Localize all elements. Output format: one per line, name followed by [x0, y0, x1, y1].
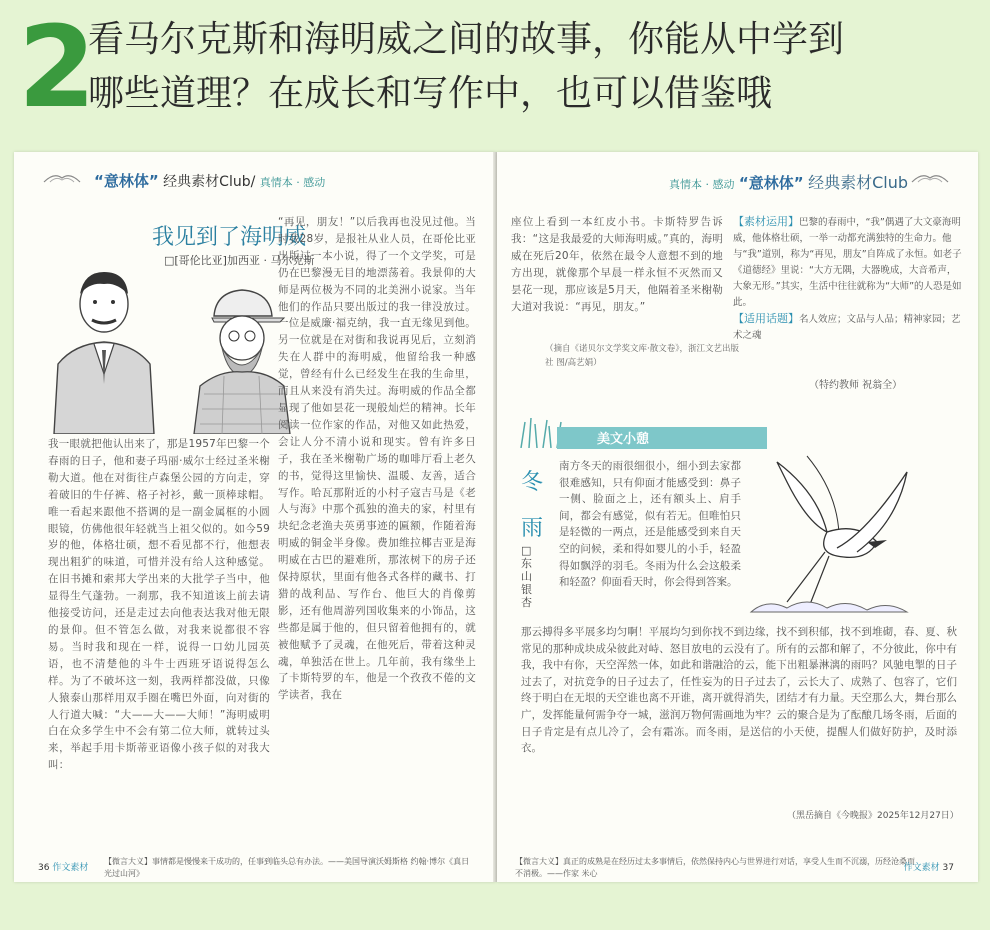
page-header-left: [94, 170, 325, 191]
magazine-name: 作文素材: [903, 863, 940, 873]
section-band: [557, 427, 767, 449]
page-number: 36: [38, 863, 50, 873]
article-column-1: 我一眼就把他认出来了，那是1957年巴黎一个春雨的日子，他和妻子玛丽·威尔士经过圣米榭勒大道。他在对街往卢森堡公园的方向走，穿着破旧的牛仔裤、格子衬衫，戴一顶棒球帽。唯一看起来跟他不搭调的是一副金属框的小圆眼镜，仿佛他很年轻就当上祖父似的。如今59岁的他，体格壮硕，想不看见都不行，他想表现出粗犷的味道，可惜并没有给人这种感觉。在旧书摊和索邦大学出来的大批学子当中，他显得生气蓬勃。一刹那，我不知道该上前去请他接受访问，还是走过去向他表达我对他无限的景仰。但不管怎么做，对我来说都很不容易。当时我和现在一样，说得一口幼儿园英语，也不清楚他的斗牛士西班牙语说得怎么样。为了不破坏这一刻，我两样都没做，只像人猿泰山那样用双手圈在嘴巴外面，向对街的人行道大喊：“大——大——大师！”海明威明白在众多学生中不会有第二位大师，就转过头来，举起手用卡斯蒂亚语像小孩子似的对我大叫：: [48, 438, 270, 772]
headline-line-1: 看马尔克斯和海明威之间的故事，你能从中学到: [88, 19, 845, 60]
article-source: （摘自《诺贝尔文学奖文库·散文卷》，浙江文艺出版社 图/高艺娟）: [545, 344, 739, 368]
article-title: 我见到了海明威: [152, 225, 307, 250]
header-tag: 真情本 · 感动: [259, 176, 326, 189]
page-number-left: [38, 860, 88, 873]
header-tag: 真情本 · 感动: [668, 178, 735, 191]
prose-source: （黑岳摘自《今晚报》2025年12月27日）: [787, 811, 959, 821]
headline-number: 2: [18, 3, 96, 133]
note-label-topics: 【适用话题】: [733, 312, 799, 325]
footer-quote-left: 【微言大义】事情都是慢慢来干成功的，任事到临头总有办法。——美国导演沃姆斯格 约翰·博尔《真日光过山河》: [104, 857, 470, 878]
footer-quote-right: 【微言大义】真正的成熟是在经历过太多事情后，依然保持内心与世界进行对话，享受人生而不沉溺，历经沧桑而不消极。——作家 米心: [515, 857, 915, 878]
section-label: 美文小憩: [597, 432, 650, 447]
note-signature: （特约教师 祝翁全）: [809, 380, 903, 391]
article-author: □[哥伦比亚]加西亚 · 马尔克斯: [164, 254, 315, 267]
header-series: “意林体”: [94, 172, 159, 190]
header-club: 经典素材Club/: [163, 174, 256, 190]
article-column-2: “再见，朋友！”以后我再也没见过他。当时我28岁，是报社从业人员，在哥伦比亚出版过一本小说，得了一个文学奖，可是仍在巴黎漫无目的地漂荡着。我景仰的大师是两位极为不同的北美洲小说家。当年他们的作品只要出版过的我一律没放过。一位是威廉·福克纳，我一直无缘见到他。另一位就是在对街和我说再见后，立刻消失在人群中的海明威，他留给我一种感觉，曾经有什么已经发生在我的生命里，而且从来没有消失过。海明威的作品全都显现了他如昙花一现般灿烂的精神。长年阅读一位作家的作品，对他又如此热爱，会让人分不清小说和现实。曾有许多日子，我在圣米榭勒广场的咖啡厅看上老久的书，觉得这里愉快、温暖、友善，适合写作。哈瓦那附近的小村子寇吉马是《老人与海》中那个孤独的渔夫的家，村里有块纪念老渔夫英勇事迹的匾额，作随着海明威的铜金半身像。费加维拉椰吉亚是海明威在古巴的避难所，那浓树下的房子还保持原状，里面有他各式各样的藏书、打猎的战利品、写作台、他巨大的肖像剪影，还有他周游列国收集来的小饰品，这些都是属于他的，但只留着他拥有的，就被他赋予了灵魂，在他死后，带着这种灵魂，单独活在世上。几年前，我有缘坐上了卡斯特罗的车，他是一个孜孜不倦的文学读者，我在: [278, 216, 476, 702]
headline-line-2: 哪些道理？在成长和写作中，也可以借鉴哦: [88, 73, 773, 114]
page-header-right: [669, 170, 908, 193]
note-box: [733, 214, 963, 344]
magazine-page-left: [14, 152, 496, 882]
note-label-usage: 【素材运用】: [733, 215, 799, 228]
header-series: “意林体”: [738, 174, 804, 192]
ornament-icon: [42, 170, 82, 186]
magazine-name: 作文素材: [52, 863, 89, 873]
headline: [0, 0, 990, 140]
poem-author: □东山银杏: [521, 544, 532, 609]
page-number-right: [904, 860, 954, 873]
prose-paragraph-b: 那云搏得多平展多均匀啊！平展均匀到你找不到边缘，找不到积郁，找不到堆砌，春、夏、秋常见的那种成块成朵彼此对峙、怒目放电的云没有了。所有的云都和解了，不分彼此，你中有我，我中有你，天空浑然一体，如此和谐融洽的云，能下出粗暴淋漓的雨吗？风驰电掣的日子过去了，对抗竞争的日子过去了，任性妄为的日子过去了，云长大了、成熟了、包容了，它们终于明白在无垠的天空谁也离不开谁，离开就得消失，团结才有力量。天空那么大，舞台那么广，发挥能量何需争夺一城，滋润万物何需画地为牢？云的聚合是为了酝酿几场冬雨，后面的日子肯定是有点儿冷了，会有霜冻。而冬雨，是送信的小天使，提醒人们做好防护，及时添衣。: [521, 626, 957, 755]
poem-title: 冬雨: [520, 470, 543, 541]
prose-paragraph-a: 南方冬天的雨很细很小，细小到去家都很难感知，只有仰面才能感受到：鼻子一侧、脸面之上，还有额头上、肩手间，都会有感觉，似有若无。但唯怕只是轻微的一两点，还是能感受到来自天空的问候，柔和得如婴儿的小手，轻盈得如飘浮的羽毛。冬雨为什么会这般柔和轻盈？仰面看天时，你会得到答案。: [559, 460, 741, 589]
magazine-page-right: [497, 152, 978, 882]
ornament-icon: [910, 170, 950, 186]
article-column-3: 座位上看到一本红皮小书。卡斯特罗告诉我：“这是我最爱的大师海明威。”真的，海明威在死后20年，依然在最令人意想不到的地方出现，就像那个早晨一样永恒不灭然而又昙花一现，那应该是5月天，他隔着圣米榭勒大道对我说：“再见，朋友。”: [511, 216, 723, 313]
hemingway-portrait: [194, 290, 290, 434]
swallow-illustration: [747, 452, 961, 622]
note-text-usage: 巴黎的春雨中，“我”偶遇了大文豪海明威，他体格壮硕，一举一动都充满独特的生命力。他与“我”道别，称为“再见，朋友”自阵成了永恒。如老子《道德经》里说：“大方无隅，大器晚成，大音希声，大象无形。”其实，生活中往往就称为“大师”的人恐是如此。: [733, 217, 962, 308]
marquez-portrait: [54, 272, 154, 434]
note-text-topics: 名人效应；文品与人品；精神家园；艺术之魂: [733, 314, 961, 341]
page-number: 37: [942, 863, 954, 873]
header-club: 经典素材Club: [808, 173, 908, 192]
portrait-illustration: [44, 264, 294, 434]
